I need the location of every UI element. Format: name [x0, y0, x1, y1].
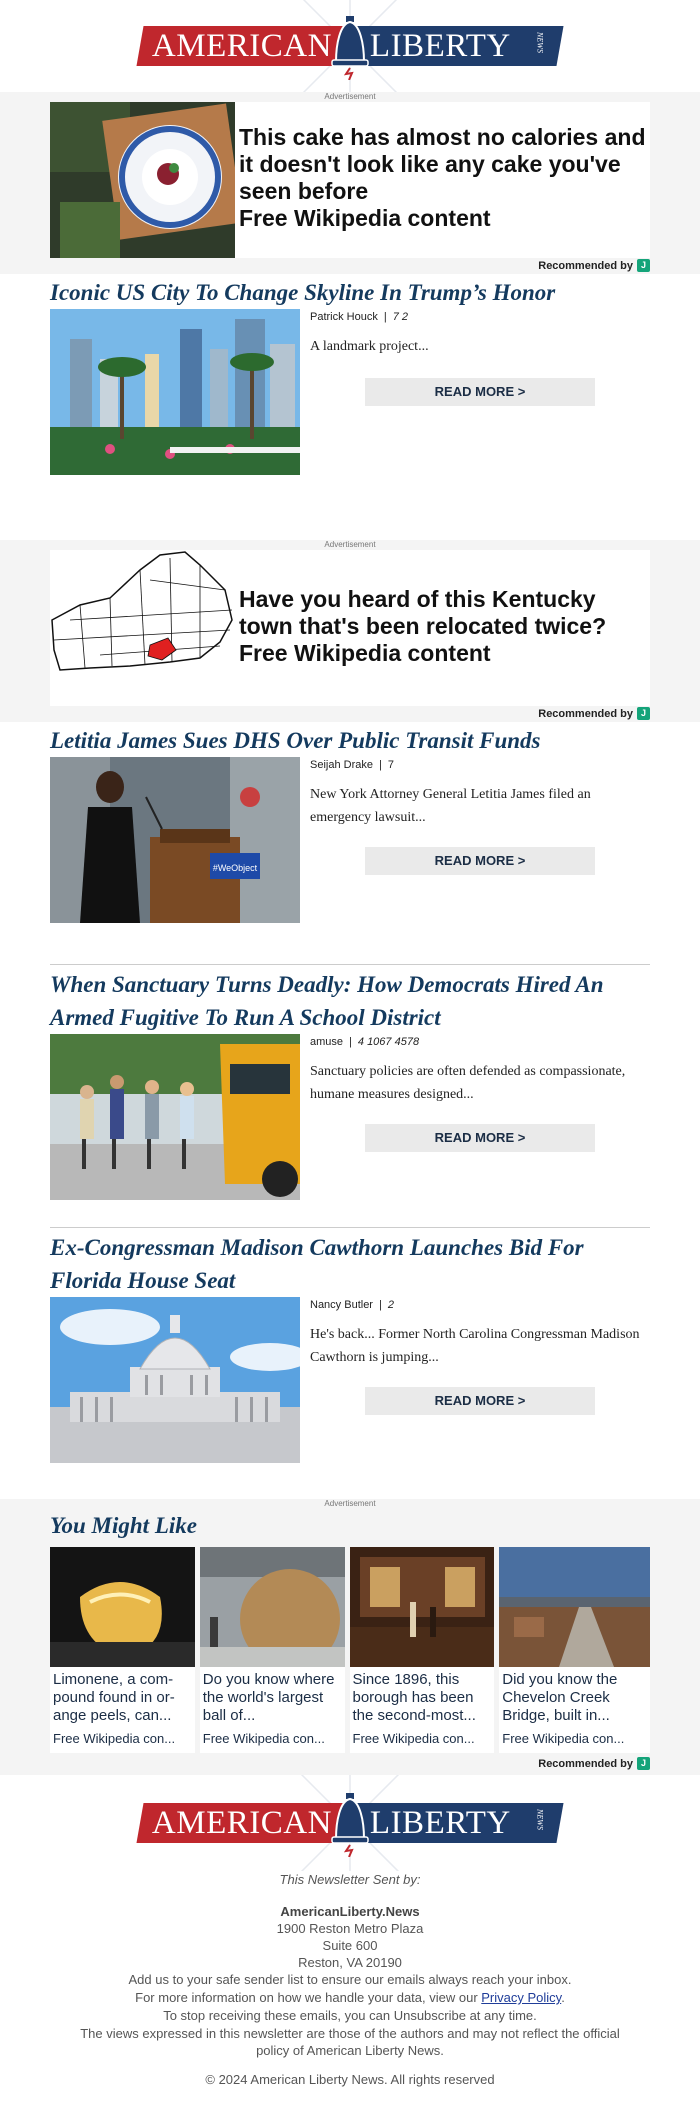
- article-title[interactable]: Ex-Congressman Madison Cawthorn Launches Bid For Florida House Seat: [50, 1235, 584, 1293]
- article-image-school-bus[interactable]: [50, 1034, 300, 1200]
- article-3: [50, 964, 650, 1225]
- recommender-logo-icon: J: [637, 1757, 650, 1770]
- logo-blue-banner: [346, 1803, 563, 1843]
- yml-card-limonene[interactable]: [50, 1547, 195, 1753]
- article-image-capitol[interactable]: [50, 1297, 300, 1463]
- yml-image-borough[interactable]: [350, 1547, 495, 1667]
- recommended-label: Recommended by: [538, 1757, 633, 1770]
- recommender-logo-icon: J: [637, 707, 650, 720]
- footer-privacy-post: .: [561, 1990, 565, 2005]
- article-excerpt: He's back... Former North Carolina Congressman Madison Cawthorn is jumping...: [310, 1327, 640, 1365]
- footer-address-line1: 1900 Reston Metro Plaza: [276, 1921, 424, 1936]
- article-meta-number: 7: [387, 759, 394, 771]
- ad-source[interactable]: Free Wikipedia content: [239, 205, 491, 231]
- article-row: [50, 309, 650, 475]
- article-author: Seijah Drake: [310, 759, 373, 771]
- read-more-button[interactable]: READ MORE >: [365, 1387, 595, 1415]
- logo-news-text: NEWS: [535, 1809, 545, 1830]
- yml-card-ball[interactable]: [200, 1547, 345, 1753]
- recommender-logo-icon: J: [637, 259, 650, 272]
- yml-card-borough[interactable]: [350, 1547, 495, 1753]
- article-author: Patrick Houck: [310, 311, 378, 323]
- article-excerpt: Sanctuary policies are often defended as compassionate, humane measures designed...: [310, 1064, 626, 1102]
- logo-news-text: NEWS: [535, 32, 545, 53]
- recommended-label: Recommended by: [538, 707, 633, 720]
- article-excerpt: A landmark project...: [310, 339, 429, 354]
- yml-card-bridge[interactable]: [499, 1547, 650, 1753]
- yml-image-bridge[interactable]: [499, 1547, 650, 1667]
- yml-card-text[interactable]: Do you know where the world's largest ball of...: [202, 1671, 335, 1724]
- article-meta-number: 4 1067 4578: [357, 1036, 420, 1048]
- footer-sent-by: This Newsletter Sent by:: [279, 1872, 421, 1887]
- article-excerpt: New York Attorney General Letitia James filed an emergency lawsuit...: [310, 787, 591, 825]
- ad-text[interactable]: [235, 550, 650, 706]
- article-author: amuse: [310, 1036, 344, 1048]
- footer-address-line2: Suite 600: [322, 1938, 378, 1953]
- american-liberty-logo[interactable]: [140, 1801, 560, 1845]
- article-4: [50, 1227, 650, 1485]
- logo-american-text: AMERICAN: [151, 27, 332, 64]
- article-body: [300, 1297, 650, 1463]
- article-meta: Nancy Butler | 2: [310, 1299, 394, 1311]
- read-more-button[interactable]: READ MORE >: [365, 378, 595, 406]
- yml-image-limonene[interactable]: [50, 1547, 195, 1667]
- yml-card-source[interactable]: Free Wikipedia con...: [352, 1731, 475, 1746]
- yml-card-source[interactable]: Free Wikipedia con...: [202, 1731, 325, 1746]
- footer-address-line3: Reston, VA 20190: [298, 1955, 402, 1970]
- article-2: [0, 722, 700, 944]
- header-logo-area: [0, 0, 700, 92]
- yml-image-ball[interactable]: [200, 1547, 345, 1667]
- article-body: [300, 757, 650, 923]
- you-might-like-section: [0, 1499, 700, 1775]
- ad-source[interactable]: Free Wikipedia content: [239, 640, 491, 666]
- ad-text[interactable]: [235, 102, 650, 258]
- american-liberty-logo[interactable]: [140, 24, 560, 68]
- article-image-podium[interactable]: [50, 757, 300, 923]
- footer-copyright: © 2024 American Liberty News. All rights reserved: [205, 2072, 495, 2087]
- yml-card-source[interactable]: Free Wikipedia con...: [53, 1731, 176, 1746]
- recommended-by[interactable]: [50, 706, 650, 722]
- article-meta-number: 7 2: [392, 311, 409, 323]
- liberty-bell-icon: [326, 14, 374, 80]
- ad-image-kentucky-map[interactable]: [50, 550, 235, 706]
- article-title[interactable]: Letitia James Sues DHS Over Public Transit Funds: [50, 728, 541, 753]
- ad-label: Advertisement: [324, 540, 376, 549]
- ad-headline[interactable]: This cake has almost no calories and it doesn't look like any cake you've seen before: [239, 124, 646, 204]
- article-image-miami[interactable]: [50, 309, 300, 475]
- logo-red-banner: [136, 26, 353, 66]
- logo-american-text: AMERICAN: [151, 1804, 332, 1841]
- ad-card-kentucky[interactable]: [50, 550, 650, 706]
- footer-address: [0, 1903, 700, 1971]
- footer-privacy-pre: For more information on how we handle your data, view our: [135, 1990, 482, 2005]
- ad-label: Advertisement: [324, 1499, 376, 1508]
- liberty-bell-icon: [326, 1791, 374, 1857]
- you-might-like-title: You Might Like: [50, 1513, 197, 1538]
- article-meta-number: 2: [387, 1299, 394, 1311]
- yml-card-text[interactable]: Limonene, a com-pound found in or-ange peels, can...: [53, 1671, 175, 1724]
- yml-card-text[interactable]: Did you know the Chevelon Creek Bridge, built in...: [502, 1671, 618, 1724]
- article-body: [300, 309, 650, 475]
- article-1: [0, 274, 700, 526]
- recommended-label: Recommended by: [538, 259, 633, 272]
- ad-block-1: [0, 92, 700, 274]
- ad-headline[interactable]: Have you heard of this Kentucky town that's been relocated twice?: [239, 586, 607, 639]
- footer-logo-area: [0, 1775, 700, 1871]
- read-more-button[interactable]: READ MORE >: [365, 1124, 595, 1152]
- footer-privacy: [0, 1989, 700, 2007]
- footer-disclaimer: The views expressed in this newsletter are those of the authors and may not reflect the official policy of American Liberty News.: [80, 2026, 620, 2058]
- article-author: Nancy Butler: [310, 1299, 373, 1311]
- footer-org: AmericanLiberty.News: [280, 1904, 420, 1919]
- ad-block-2: [0, 540, 700, 722]
- article-row: [50, 1034, 650, 1200]
- footer: [0, 1871, 700, 2099]
- ad-image-cake[interactable]: [50, 102, 235, 258]
- privacy-policy-link[interactable]: Privacy Policy: [481, 1990, 562, 2005]
- read-more-button[interactable]: READ MORE >: [365, 847, 595, 875]
- you-might-like-grid: [50, 1547, 650, 1753]
- logo-liberty-text: LIBERTY: [370, 27, 511, 64]
- article-meta: Patrick Houck | 7 2: [310, 311, 409, 323]
- footer-safe-sender: Add us to your safe sender list to ensure our emails always reach your inbox.: [128, 1972, 572, 1987]
- footer-unsubscribe[interactable]: To stop receiving these emails, you can Unsubscribe at any time.: [163, 2008, 537, 2023]
- yml-card-text[interactable]: Since 1896, this borough has been the second-most...: [352, 1671, 476, 1724]
- logo-red-banner: [136, 1803, 353, 1843]
- yml-card-source[interactable]: Free Wikipedia con...: [502, 1731, 625, 1746]
- article-meta: Seijah Drake | 7: [310, 759, 394, 771]
- article-meta: amuse | 4 1067 4578: [310, 1036, 420, 1048]
- article-body: [300, 1034, 650, 1200]
- logo-blue-banner: [346, 26, 563, 66]
- recommended-by[interactable]: [50, 1753, 650, 1775]
- article-row: [50, 757, 650, 923]
- ad-card-cake[interactable]: [50, 102, 650, 258]
- article-row: [50, 1297, 650, 1463]
- logo-liberty-text: LIBERTY: [370, 1804, 511, 1841]
- article-title[interactable]: When Sanctuary Turns Deadly: How Democrats Hired An Armed Fugitive To Run A School District: [50, 972, 604, 1030]
- article-title[interactable]: Iconic US City To Change Skyline In Trump’s Honor: [50, 280, 556, 305]
- ad-label: Advertisement: [324, 92, 376, 101]
- recommended-by[interactable]: [50, 258, 650, 274]
- podium-sign-text: #WeObject: [212, 863, 258, 873]
